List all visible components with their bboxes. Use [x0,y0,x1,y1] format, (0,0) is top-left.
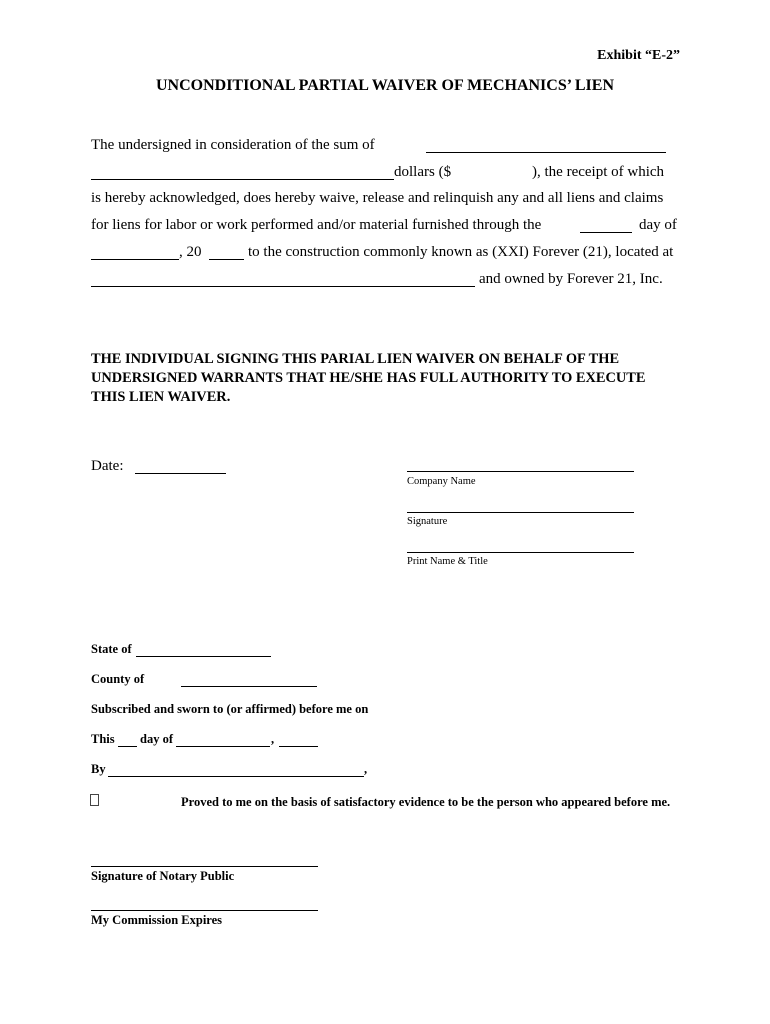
body-line-1 [91,137,375,154]
document-title: UNCONDITIONAL PARTIAL WAIVER OF MECHANICS’ LIEN [155,77,614,94]
body-line-3: is hereby acknowledged, does hereby waive, release and relinquish any and all liens and claims [91,190,664,206]
body-line-1-text: The undersigned in consideration of the sum of [91,137,375,153]
state-blank[interactable] [136,655,271,657]
day-blank[interactable] [580,231,632,233]
body-line-4b: day of [639,217,677,233]
sum-blank[interactable] [426,151,666,153]
proved-text: Proved to me on the basis of satisfactory evidence to be the person who appeared before me. [181,795,671,809]
exhibit-label: Exhibit “E-2” [597,48,680,63]
year-notary-blank[interactable] [279,745,318,747]
warning-line-2: UNDERSIGNED WARRANTS THAT HE/SHE HAS FULL AUTHORITY TO EXECUTE [91,370,646,386]
state-of-label: State of [91,642,132,656]
this-label: This [91,732,115,746]
month-notary-blank[interactable] [176,745,270,747]
date-blank[interactable] [135,472,226,474]
print-name-line[interactable] [407,552,634,553]
signature-label: Signature [407,516,448,527]
authority-warning [91,350,645,407]
year-blank[interactable] [209,258,244,260]
day-of-label: day of [140,732,173,746]
warning-line-1: THE INDIVIDUAL SIGNING THIS PARIAL LIEN WAIVER ON BEHALF OF THE [91,351,620,367]
company-name-label: Company Name [407,476,476,487]
notary-signature-label: Signature of Notary Public [91,869,235,883]
this-day-blank[interactable] [118,745,137,747]
receipt-text: ), the receipt of which [532,164,665,180]
sum-words-blank[interactable] [91,178,394,180]
body-line-4a: for liens for labor or work performed and/or material furnished through the [91,217,542,233]
notary-signature-line[interactable] [91,866,318,867]
year-prefix: , 20 [179,244,202,260]
company-name-line[interactable] [407,471,634,472]
by-label: By [91,762,106,776]
county-blank[interactable] [181,685,317,687]
date-label: Date: [91,458,124,474]
body-line-5b: to the construction commonly known as (XXI) Forever (21), located at [248,244,674,260]
warning-line-3: THIS LIEN WAIVER. [91,389,231,405]
county-of-label: County of [91,672,145,686]
by-comma: , [364,762,368,776]
subscribed-text: Subscribed and sworn to (or affirmed) before me on [91,702,369,716]
commission-expires-line[interactable] [91,910,318,911]
body-line-6: and owned by Forever 21, Inc. [479,271,663,287]
location-blank[interactable] [91,285,475,287]
proved-checkbox[interactable] [90,794,99,806]
print-name-label: Print Name & Title [407,556,488,567]
commission-expires-label: My Commission Expires [91,913,223,927]
this-comma: , [271,732,275,746]
month-blank[interactable] [91,258,179,260]
signature-line[interactable] [407,512,634,513]
by-blank[interactable] [108,775,364,777]
dollars-label: dollars ($ [394,164,452,180]
